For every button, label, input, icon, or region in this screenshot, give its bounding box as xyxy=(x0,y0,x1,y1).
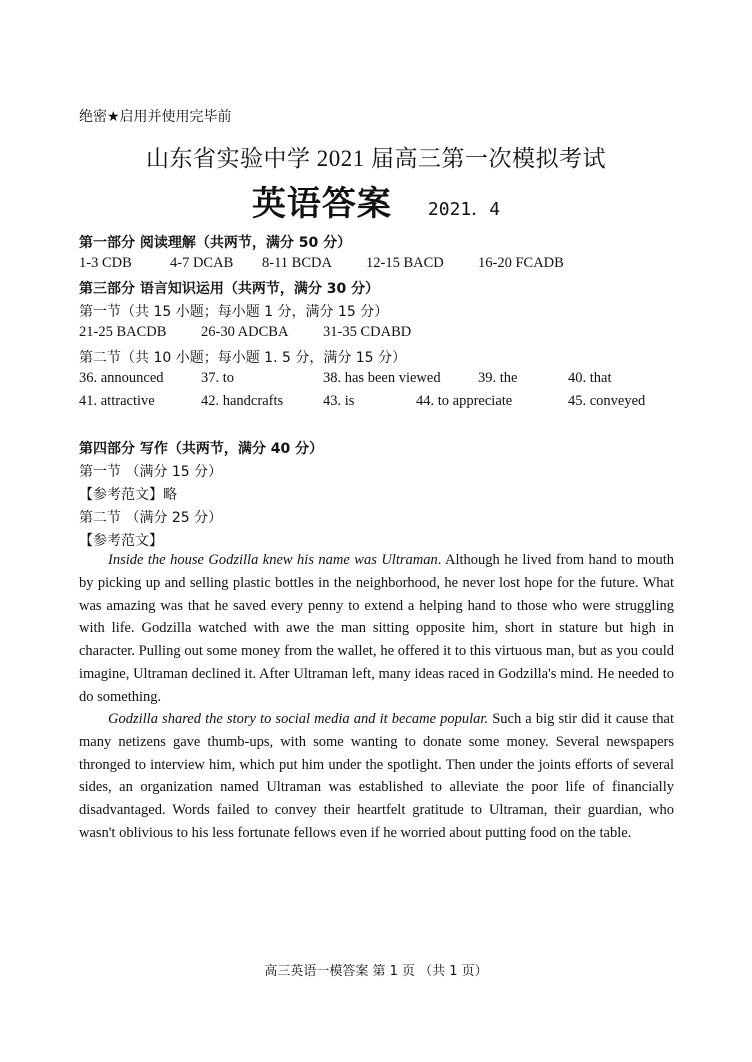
answer-group: 16-20 FCADB xyxy=(478,255,564,271)
part4-section2-label: 第二节 （满分 25 分） xyxy=(79,510,223,526)
part3-section2-label: 第二节（共 10 小题；每小题 1. 5 分，满分 15 分） xyxy=(79,350,407,366)
answer-group: 1-3 CDB xyxy=(79,255,132,271)
exam-date: 2021．4 xyxy=(427,199,501,220)
part1-heading: 第一部分 阅读理解（共两节，满分 50 分） xyxy=(79,235,352,251)
paragraph-body: . Although he lived from hand to mouth by picking up and selling plastic bottles in the neighborhood, he never lost hope for the future. What was amazing was that he saved every penny to extend a helping hand to those who were struggling with life. Godzilla watched with awe the man sitting opposite him, short in stature but high in character. Pulling out some money from the wallet, he offered it to this virtuous man, but as you could imagine, Ultraman declined it. After Ultraman left, many ideas raced in Godzilla's mind. He needed to do something. xyxy=(79,552,674,705)
answer-item: 44. to appreciate xyxy=(416,393,513,409)
answer-item: 36. announced xyxy=(79,370,164,386)
answer-item: 45. conveyed xyxy=(568,393,646,409)
answer-group: 26-30 ADCBA xyxy=(201,324,289,340)
part4-heading: 第四部分 写作（共两节，满分 40 分） xyxy=(79,441,324,457)
paragraph-lead-sentence: Inside the house Godzilla knew his name was Ultraman xyxy=(108,552,438,568)
answer-item: 40. that xyxy=(568,370,612,386)
answer-item: 41. attractive xyxy=(79,393,155,409)
part4-section1-reference: 【参考范文】略 xyxy=(79,487,177,503)
school-exam-title: 山东省实验中学 2021 届高三第一次模拟考试 xyxy=(146,146,606,171)
title-row xyxy=(0,176,752,225)
part4-section1-label: 第一节 （满分 15 分） xyxy=(79,464,223,480)
part4-section2-reference: 【参考范文】 xyxy=(79,533,163,549)
document-title: 英语答案 xyxy=(251,184,392,224)
answer-item: 42. handcrafts xyxy=(201,393,284,409)
paragraph-lead-sentence: Godzilla shared the story to social media and it became popular. xyxy=(108,711,489,727)
answer-group: 12-15 BACD xyxy=(366,255,444,271)
paragraph-body: Such a big stir did it cause that many netizens gave thumb-ups, with some wanting to donate some money. Several newspapers thronged to interview him, which put him under the spotlight. Then under the joints efforts of several sides, an organization named Ultraman was established to alleviate the poor life of financially disadvantaged. Words failed to convey their heartfelt gratitude to Ultraman, their guardian, who wasn't oblivious to his less fortunate fellows even if he worried about putting food on the table. xyxy=(79,711,674,841)
answer-group: 21-25 BACDB xyxy=(79,324,167,340)
answer-item: 43. is xyxy=(323,393,355,409)
answer-item: 37. to xyxy=(201,370,235,386)
part3-heading: 第三部分 语言知识运用（共两节，满分 30 分） xyxy=(79,281,380,297)
sample-essay-paragraph-2 xyxy=(79,708,674,845)
answer-item: 39. the xyxy=(478,370,518,386)
answer-item: 38. has been viewed xyxy=(323,370,441,386)
answer-group: 31-35 CDABD xyxy=(323,324,412,340)
confidential-notice: 绝密★启用并使用完毕前 xyxy=(79,109,232,125)
answer-group: 4-7 DCAB xyxy=(170,255,234,271)
part3-section1-label: 第一节（共 15 小题；每小题 1 分，满分 15 分） xyxy=(79,304,389,320)
answer-group: 8-11 BCDA xyxy=(262,255,332,271)
page-footer: 高三英语一模答案 第 1 页 （共 1 页） xyxy=(264,964,488,979)
sample-essay-paragraph-1 xyxy=(79,549,674,709)
